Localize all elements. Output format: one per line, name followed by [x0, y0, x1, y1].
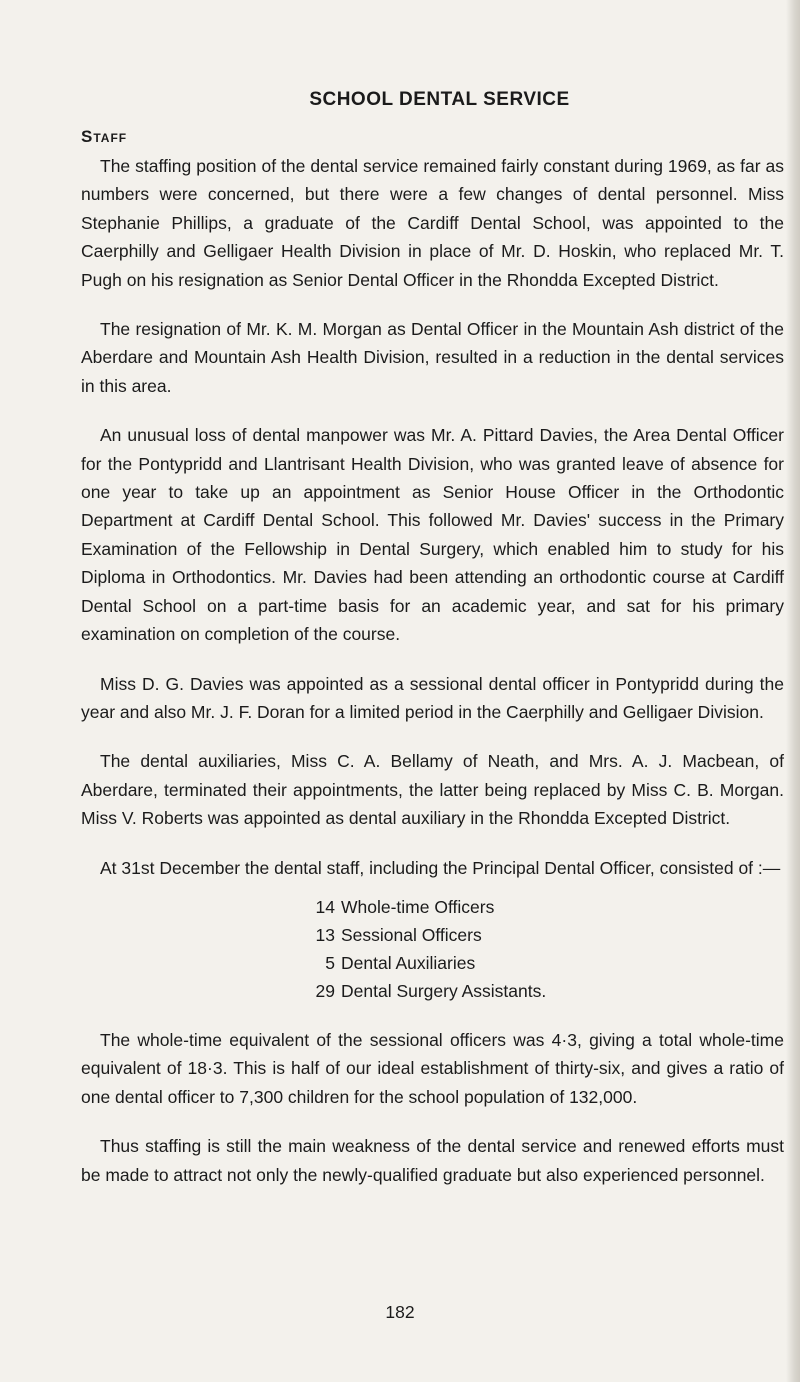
paragraph-resignation-morgan: The resignation of Mr. K. M. Morgan as Dental Officer in the Mountain Ash district of the Aberdare and Mountain Ash Health Division, resulted in a reduction in the dental services in this area.	[81, 319, 784, 396]
paragraph-whole-time-equivalent: The whole-time equivalent of the sessional officers was 4·3, giving a total whole-time equivalent of 18·3. This is half of our ideal establishment of thirty-six, and gives a ratio of one dental officer to 7,300 children for the school population of 132,000.	[81, 1029, 784, 1107]
staff-list	[81, 893, 784, 1005]
staff-count: 29	[315, 980, 335, 1001]
page-number: 182	[385, 1302, 415, 1322]
list-item	[311, 921, 784, 949]
staff-count: 13	[315, 924, 335, 945]
list-item	[311, 977, 784, 1005]
page-title: SCHOOL DENTAL SERVICE	[309, 89, 570, 110]
paragraph-staff-intro: At 31st December the dental staff, including the Principal Dental Officer, consisted of :—	[100, 857, 781, 878]
list-item	[311, 949, 784, 977]
staff-count: 14	[315, 896, 335, 917]
staff-label: Whole-time Officers	[341, 896, 495, 917]
staff-count: 5	[325, 952, 335, 973]
paragraph-dental-auxiliaries: The dental auxiliaries, Miss C. A. Bellamy of Neath, and Mrs. A. J. Macbean, of Aberdare, terminated their appointments, the latter being replaced by Miss C. B. Morgan. Miss V. Roberts was appointed as dental auxiliary in the Rhondda Excepted District.	[81, 751, 784, 829]
paragraph-staffing-weakness: Thus staffing is still the main weakness of the dental service and renewed efforts must be made to attract not only the newly-qualified graduate but also experienced personnel.	[81, 1136, 784, 1185]
list-item	[311, 893, 784, 921]
staff-label: Sessional Officers	[341, 924, 482, 945]
staff-label: Dental Auxiliaries	[341, 952, 476, 973]
section-heading-staff: Staff	[81, 127, 128, 146]
paragraph-loss-davies: An unusual loss of dental manpower was Mr. A. Pittard Davies, the Area Dental Officer for the Pontypridd and Llantrisant Health Division, who was granted leave of absence for one year to take up an appointment as Senior House Officer in the Orthodontic Department at Cardiff Dental School. This followed Mr. Davies' success in the Primary Examination of the Fellowship in Dental Surgery, which enabled him to study for his Diploma in Orthodontics. Mr. Davies had been attending an orthodontic course at Cardiff Dental School on a part-time basis for an academic year, and sat for his primary examination on completion of the course.	[81, 425, 784, 645]
paragraph-sessional-appointments: Miss D. G. Davies was appointed as a sessional dental officer in Pontypridd during the year and also Mr. J. F. Doran for a limited period in the Caerphilly and Gelligaer Division.	[81, 673, 784, 722]
paragraph-staffing-position: The staffing position of the dental service remained fairly constant during 1969, as far as numbers were concerned, but there were a few changes of dental personnel. Miss Stephanie Phillips, a graduate of the Cardiff Dental School, was appointed to the Caerphilly and Gelligaer Health Division in place of Mr. D. Hoskin, who replaced Mr. T. Pugh on his resignation as Senior Dental Officer in the Rhondda Excepted District.	[81, 156, 784, 290]
staff-label: Dental Surgery Assistants.	[341, 980, 547, 1001]
document-body	[81, 87, 784, 1210]
page-edge-shadow	[786, 0, 800, 1382]
